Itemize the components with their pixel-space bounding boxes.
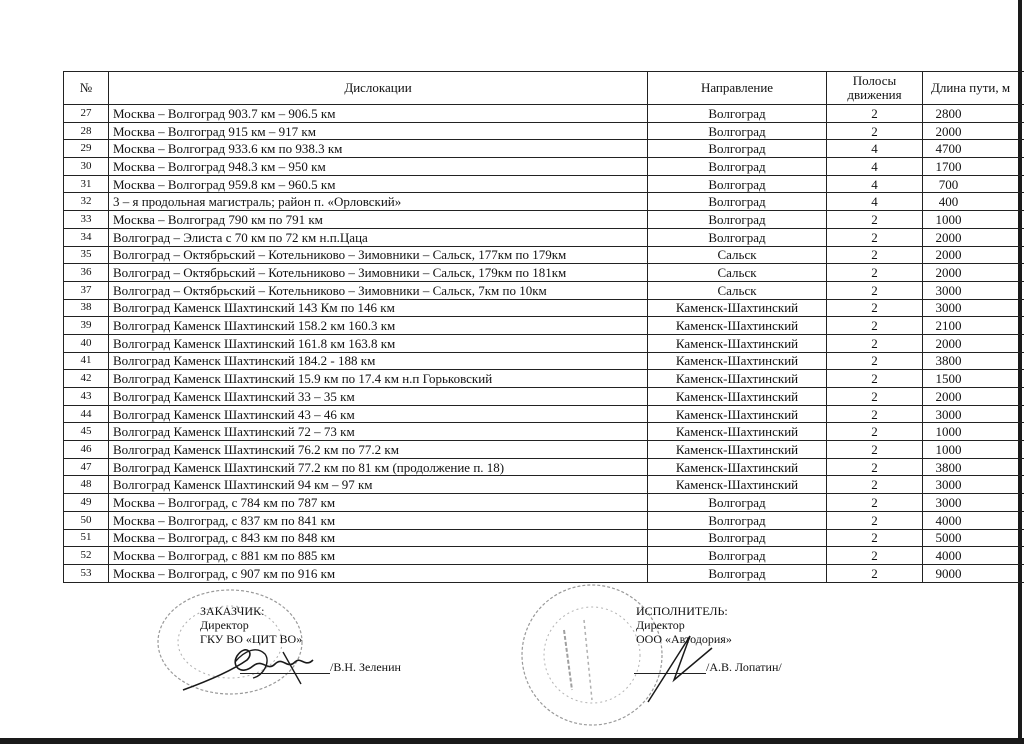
cell-length: 1500 bbox=[923, 370, 1024, 388]
cell-num: 50 bbox=[64, 511, 109, 529]
cell-location: Волгоград – Октябрьский – Котельниково – Зимовники – Сальск, 7км по 10км bbox=[109, 281, 648, 299]
cell-direction: Каменск-Шахтинский bbox=[648, 370, 827, 388]
dislocation-table bbox=[63, 71, 1024, 583]
cell-num: 37 bbox=[64, 281, 109, 299]
table-row bbox=[64, 511, 1024, 529]
cell-direction: Сальск bbox=[648, 264, 827, 282]
cell-lanes: 2 bbox=[827, 211, 923, 229]
cell-num: 49 bbox=[64, 494, 109, 512]
cell-lanes: 4 bbox=[827, 140, 923, 158]
cell-num: 46 bbox=[64, 441, 109, 459]
table-row bbox=[64, 299, 1024, 317]
cell-direction: Волгоград bbox=[648, 529, 827, 547]
cell-lanes: 2 bbox=[827, 105, 923, 123]
cell-direction: Каменск-Шахтинский bbox=[648, 476, 827, 494]
cell-num: 43 bbox=[64, 388, 109, 406]
cell-location: Москва – Волгоград, с 907 км по 916 км bbox=[109, 564, 648, 582]
cell-direction: Каменск-Шахтинский bbox=[648, 405, 827, 423]
cell-length: 2000 bbox=[923, 246, 1024, 264]
cell-length: 5000 bbox=[923, 529, 1024, 547]
cell-num: 42 bbox=[64, 370, 109, 388]
cell-length: 1700 bbox=[923, 158, 1024, 176]
cell-num: 39 bbox=[64, 317, 109, 335]
cell-location: Волгоград Каменск Шахтинский 33 – 35 км bbox=[109, 388, 648, 406]
cell-location: Волгоград Каменск Шахтинский 161.8 км 163.8 км bbox=[109, 334, 648, 352]
cell-length: 3000 bbox=[923, 405, 1024, 423]
table-row bbox=[64, 211, 1024, 229]
cell-length: 4000 bbox=[923, 547, 1024, 565]
cell-direction: Волгоград bbox=[648, 193, 827, 211]
cell-location: Волгоград – Октябрьский – Котельниково – Зимовники – Сальск, 179км по 181км bbox=[109, 264, 648, 282]
cell-location: Волгоград Каменск Шахтинский 43 – 46 км bbox=[109, 405, 648, 423]
cell-num: 41 bbox=[64, 352, 109, 370]
cell-location: Москва – Волгоград 933.6 км по 938.3 км bbox=[109, 140, 648, 158]
cell-num: 47 bbox=[64, 458, 109, 476]
cell-length: 4700 bbox=[923, 140, 1024, 158]
cell-num: 38 bbox=[64, 299, 109, 317]
cell-lanes: 2 bbox=[827, 246, 923, 264]
cell-direction: Волгоград bbox=[648, 228, 827, 246]
header-location: Дислокации bbox=[109, 72, 648, 105]
cell-length: 400 bbox=[923, 193, 1024, 211]
cell-length: 2100 bbox=[923, 317, 1024, 335]
cell-direction: Волгоград bbox=[648, 511, 827, 529]
cell-location: Москва – Волгоград 948.3 км – 950 км bbox=[109, 158, 648, 176]
customer-handwritten-signature bbox=[175, 632, 335, 702]
cell-location: Волгоград Каменск Шахтинский 158.2 км 160.3 км bbox=[109, 317, 648, 335]
cell-num: 51 bbox=[64, 529, 109, 547]
cell-length: 2000 bbox=[923, 122, 1024, 140]
table-row bbox=[64, 529, 1024, 547]
cell-location: Москва – Волгоград 915 км – 917 км bbox=[109, 122, 648, 140]
cell-length: 3000 bbox=[923, 281, 1024, 299]
cell-num: 30 bbox=[64, 158, 109, 176]
cell-direction: Сальск bbox=[648, 246, 827, 264]
table-row bbox=[64, 388, 1024, 406]
cell-length: 2800 bbox=[923, 105, 1024, 123]
cell-location: Москва – Волгоград 903.7 км – 906.5 км bbox=[109, 105, 648, 123]
cell-direction: Каменск-Шахтинский bbox=[648, 299, 827, 317]
cell-location: Волгоград Каменск Шахтинский 76.2 км по 77.2 км bbox=[109, 441, 648, 459]
table-body bbox=[64, 105, 1024, 583]
cell-num: 52 bbox=[64, 547, 109, 565]
table-row bbox=[64, 423, 1024, 441]
cell-num: 31 bbox=[64, 175, 109, 193]
cell-num: 34 bbox=[64, 228, 109, 246]
cell-num: 35 bbox=[64, 246, 109, 264]
cell-num: 48 bbox=[64, 476, 109, 494]
cell-lanes: 2 bbox=[827, 317, 923, 335]
cell-location: Москва – Волгоград 959.8 км – 960.5 км bbox=[109, 175, 648, 193]
cell-direction: Каменск-Шахтинский bbox=[648, 388, 827, 406]
cell-direction: Волгоград bbox=[648, 140, 827, 158]
cell-lanes: 2 bbox=[827, 281, 923, 299]
cell-length: 9000 bbox=[923, 564, 1024, 582]
cell-num: 45 bbox=[64, 423, 109, 441]
cell-lanes: 2 bbox=[827, 511, 923, 529]
contractor-organization: ООО «Автодория» bbox=[636, 632, 732, 646]
table-row bbox=[64, 370, 1024, 388]
table-row bbox=[64, 105, 1024, 123]
table-row bbox=[64, 547, 1024, 565]
table-row bbox=[64, 334, 1024, 352]
cell-lanes: 2 bbox=[827, 388, 923, 406]
cell-direction: Волгоград bbox=[648, 494, 827, 512]
cell-lanes: 2 bbox=[827, 228, 923, 246]
table-row bbox=[64, 122, 1024, 140]
cell-num: 29 bbox=[64, 140, 109, 158]
cell-location: Волгоград – Элиста с 70 км по 72 км н.п.Цаца bbox=[109, 228, 648, 246]
table-row bbox=[64, 175, 1024, 193]
cell-direction: Волгоград bbox=[648, 211, 827, 229]
cell-num: 33 bbox=[64, 211, 109, 229]
cell-location: Москва – Волгоград, с 881 км по 885 км bbox=[109, 547, 648, 565]
cell-location: Волгоград Каменск Шахтинский 72 – 73 км bbox=[109, 423, 648, 441]
cell-length: 3000 bbox=[923, 299, 1024, 317]
cell-lanes: 2 bbox=[827, 405, 923, 423]
cell-lanes: 2 bbox=[827, 334, 923, 352]
cell-num: 53 bbox=[64, 564, 109, 582]
cell-direction: Волгоград bbox=[648, 564, 827, 582]
cell-location: Москва – Волгоград, с 843 км по 848 км bbox=[109, 529, 648, 547]
cell-lanes: 2 bbox=[827, 122, 923, 140]
cell-lanes: 2 bbox=[827, 264, 923, 282]
header-length: Длина пути, м bbox=[923, 72, 1024, 105]
cell-num: 36 bbox=[64, 264, 109, 282]
cell-direction: Каменск-Шахтинский bbox=[648, 441, 827, 459]
contractor-role: ИСПОЛНИТЕЛЬ: bbox=[636, 604, 728, 618]
cell-num: 27 bbox=[64, 105, 109, 123]
cell-location: Волгоград Каменск Шахтинский 77.2 км по 81 км (продолжение п. 18) bbox=[109, 458, 648, 476]
cell-location: Москва – Волгоград, с 837 км по 841 км bbox=[109, 511, 648, 529]
cell-length: 3800 bbox=[923, 458, 1024, 476]
cell-location: Волгоград – Октябрьский – Котельниково – Зимовники – Сальск, 177км по 179км bbox=[109, 246, 648, 264]
table-row bbox=[64, 352, 1024, 370]
customer-role: ЗАКАЗЧИК: bbox=[200, 604, 265, 618]
contractor-position: Директор bbox=[636, 618, 685, 632]
cell-lanes: 2 bbox=[827, 564, 923, 582]
table-row bbox=[64, 228, 1024, 246]
table-row bbox=[64, 317, 1024, 335]
customer-organization: ГКУ ВО «ЦИТ ВО» bbox=[200, 632, 303, 646]
cell-length: 4000 bbox=[923, 511, 1024, 529]
cell-direction: Каменск-Шахтинский bbox=[648, 458, 827, 476]
cell-direction: Волгоград bbox=[648, 158, 827, 176]
cell-location: Москва – Волгоград, с 784 км по 787 км bbox=[109, 494, 648, 512]
header-direction: Направление bbox=[648, 72, 827, 105]
contractor-handwritten-signature bbox=[630, 628, 720, 708]
cell-lanes: 4 bbox=[827, 158, 923, 176]
table-row bbox=[64, 140, 1024, 158]
customer-position: Директор bbox=[200, 618, 249, 632]
cell-lanes: 2 bbox=[827, 441, 923, 459]
cell-num: 40 bbox=[64, 334, 109, 352]
table-row bbox=[64, 494, 1024, 512]
header-lanes: Полосы движения bbox=[827, 72, 923, 105]
cell-lanes: 2 bbox=[827, 529, 923, 547]
cell-length: 2000 bbox=[923, 228, 1024, 246]
cell-direction: Каменск-Шахтинский bbox=[648, 423, 827, 441]
cell-length: 2000 bbox=[923, 388, 1024, 406]
cell-lanes: 2 bbox=[827, 423, 923, 441]
cell-location: Волгоград Каменск Шахтинский 15.9 км по 17.4 км н.п Горьковский bbox=[109, 370, 648, 388]
cell-lanes: 4 bbox=[827, 193, 923, 211]
cell-length: 1000 bbox=[923, 211, 1024, 229]
cell-location: Волгоград Каменск Шахтинский 143 Км по 146 км bbox=[109, 299, 648, 317]
cell-length: 700 bbox=[923, 175, 1024, 193]
table-row bbox=[64, 281, 1024, 299]
table-row bbox=[64, 476, 1024, 494]
cell-length: 2000 bbox=[923, 334, 1024, 352]
table-row bbox=[64, 246, 1024, 264]
cell-direction: Каменск-Шахтинский bbox=[648, 352, 827, 370]
table-row bbox=[64, 458, 1024, 476]
cell-lanes: 2 bbox=[827, 476, 923, 494]
cell-lanes: 2 bbox=[827, 458, 923, 476]
cell-num: 44 bbox=[64, 405, 109, 423]
contractor-name: /А.В. Лопатин/ bbox=[706, 660, 782, 674]
customer-name: /В.Н. Зеленин bbox=[330, 660, 401, 674]
cell-direction: Каменск-Шахтинский bbox=[648, 334, 827, 352]
scan-border-bottom bbox=[0, 738, 1024, 744]
cell-direction: Волгоград bbox=[648, 547, 827, 565]
cell-direction: Каменск-Шахтинский bbox=[648, 317, 827, 335]
cell-num: 28 bbox=[64, 122, 109, 140]
header-num: № bbox=[64, 72, 109, 105]
table-header-row bbox=[64, 72, 1024, 105]
cell-location: Волгоград Каменск Шахтинский 184.2 - 188 км bbox=[109, 352, 648, 370]
table-row bbox=[64, 193, 1024, 211]
table-row bbox=[64, 264, 1024, 282]
cell-location: 3 – я продольная магистраль; район п. «Орловский» bbox=[109, 193, 648, 211]
cell-lanes: 2 bbox=[827, 547, 923, 565]
cell-length: 1000 bbox=[923, 441, 1024, 459]
cell-length: 3000 bbox=[923, 494, 1024, 512]
cell-direction: Волгоград bbox=[648, 105, 827, 123]
cell-lanes: 2 bbox=[827, 299, 923, 317]
cell-length: 3000 bbox=[923, 476, 1024, 494]
cell-lanes: 2 bbox=[827, 370, 923, 388]
cell-lanes: 4 bbox=[827, 175, 923, 193]
cell-lanes: 2 bbox=[827, 352, 923, 370]
cell-length: 2000 bbox=[923, 264, 1024, 282]
cell-direction: Волгоград bbox=[648, 175, 827, 193]
table-row bbox=[64, 158, 1024, 176]
cell-direction: Волгоград bbox=[648, 122, 827, 140]
cell-length: 1000 bbox=[923, 423, 1024, 441]
cell-lanes: 2 bbox=[827, 494, 923, 512]
cell-location: Волгоград Каменск Шахтинский 94 км – 97 км bbox=[109, 476, 648, 494]
cell-length: 3800 bbox=[923, 352, 1024, 370]
table-row bbox=[64, 405, 1024, 423]
table-row bbox=[64, 441, 1024, 459]
cell-location: Москва – Волгоград 790 км по 791 км bbox=[109, 211, 648, 229]
cell-direction: Сальск bbox=[648, 281, 827, 299]
cell-num: 32 bbox=[64, 193, 109, 211]
